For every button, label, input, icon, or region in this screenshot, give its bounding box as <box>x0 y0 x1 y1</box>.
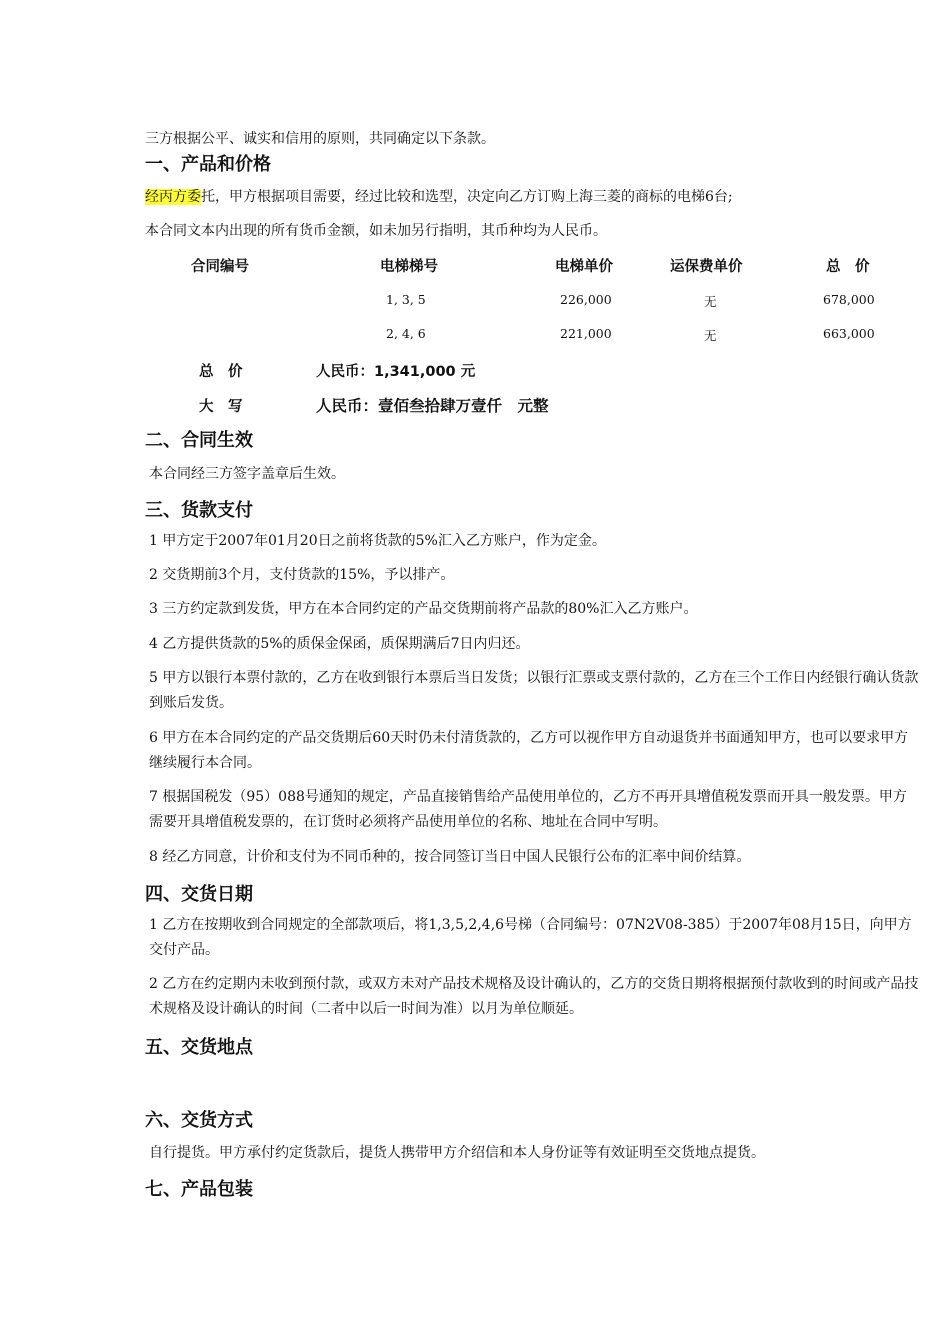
payment-clause-7: 7 根据国税发（95）088号通知的规定，产品直接销售给产品使用单位的，乙方不再开具增值税发票而开具一般发票。甲方需要开具增值税发票的，在订货时必须将产品使用单位的名称、地址在合同中写明。 <box>149 789 907 830</box>
payment-clause-4: 4 乙方提供货款的5%的质保金保函，质保期满后7日内归还。 <box>149 636 530 652</box>
section-4-title: 四、交货日期 <box>145 884 253 905</box>
table-header-elevator-no: 电梯梯号 <box>380 259 438 275</box>
uppercase-value: 人民币：壹佰叁拾肆万壹仟 元整 <box>316 397 549 415</box>
table-row-2-price: 221,000 <box>560 326 612 341</box>
uppercase-label: 大 写 <box>199 399 243 415</box>
payment-clause-3: 3 三方约定款到发货，甲方在本合同约定的产品交货期前将产品款的80%汇入乙方账户。 <box>149 601 698 617</box>
table-header-total: 总 价 <box>826 259 870 275</box>
total-value: 人民币：1,341,000 元 <box>316 364 476 380</box>
table-header-unit-price: 电梯单价 <box>555 259 613 275</box>
table-row-2-total: 663,000 <box>823 326 875 341</box>
table-row-2-elevator: 2, 4, 6 <box>386 326 426 341</box>
product-line-1 <box>145 186 733 206</box>
section-6-text: 自行提货。甲方承付约定货款后，提货人携带甲方介绍信和本人身份证等有效证明至交货地点提货。 <box>149 1145 765 1161</box>
section-6-title: 六、交货方式 <box>145 1110 253 1131</box>
section-3-title: 三、货款支付 <box>145 500 253 521</box>
table-row-1-total: 678,000 <box>823 292 875 307</box>
table-row-1-freight: 无 <box>704 294 717 309</box>
section-1-title: 一、产品和价格 <box>145 154 271 175</box>
section-7-title: 七、产品包装 <box>145 1179 253 1200</box>
table-row-1-price: 226,000 <box>560 292 612 307</box>
section-2-title: 二、合同生效 <box>145 430 253 451</box>
intro-text: 三方根据公平、诚实和信用的原则，共同确定以下条款。 <box>145 131 495 147</box>
table-header-freight: 运保费单价 <box>670 259 743 275</box>
highlighted-text: 经丙方委 <box>145 189 201 205</box>
table-row-2-freight: 无 <box>704 328 717 343</box>
product-line-1-rest: 托，甲方根据项目需要，经过比较和选型，决定向乙方订购上海三菱的商标的电梯6台; <box>201 189 733 205</box>
payment-clause-2: 2 交货期前3个月，支付货款的15%，予以排产。 <box>149 567 455 583</box>
table-row-1-elevator: 1, 3, 5 <box>386 292 426 307</box>
product-line-2: 本合同文本内出现的所有货币金额，如未加另行指明，其币种均为人民币。 <box>145 223 607 239</box>
payment-clause-6: 6 甲方在本合同约定的产品交货期后60天时仍未付清货款的，乙方可以视作甲方自动退货并书面通知甲方，也可以要求甲方继续履行本合同。 <box>149 730 909 771</box>
payment-clause-1: 1 甲方定于2007年01月20日之前将货款的5%汇入乙方账户，作为定金。 <box>149 533 606 549</box>
total-label: 总 价 <box>199 364 243 380</box>
table-header-contract-no: 合同编号 <box>191 259 249 275</box>
payment-clause-8: 8 经乙方同意，计价和支付为不同币种的，按合同签订当日中国人民银行公布的汇率中间价结算。 <box>149 849 751 865</box>
section-5-title: 五、交货地点 <box>145 1037 253 1058</box>
section-2-text: 本合同经三方签字盖章后生效。 <box>149 466 345 482</box>
delivery-date-clause-2: 2 乙方在约定期内未收到预付款，或双方未对产品技术规格及设计确认的，乙方的交货日期将根据预付款收到的时间或产品技术规格及设计确认的时间（二者中以后一时间为准）以月为单位顺延。 <box>149 976 919 1017</box>
delivery-date-clause-1: 1 乙方在按期收到合同规定的全部款项后，将1,3,5,2,4,6号梯（合同编号：07N2V08-385）于2007年08月15日，向甲方交付产品。 <box>149 917 912 958</box>
payment-clause-5: 5 甲方以银行本票付款的，乙方在收到银行本票后当日发货；以银行汇票或支票付款的，乙方在三个工作日内经银行确认货款到账后发货。 <box>149 670 919 711</box>
